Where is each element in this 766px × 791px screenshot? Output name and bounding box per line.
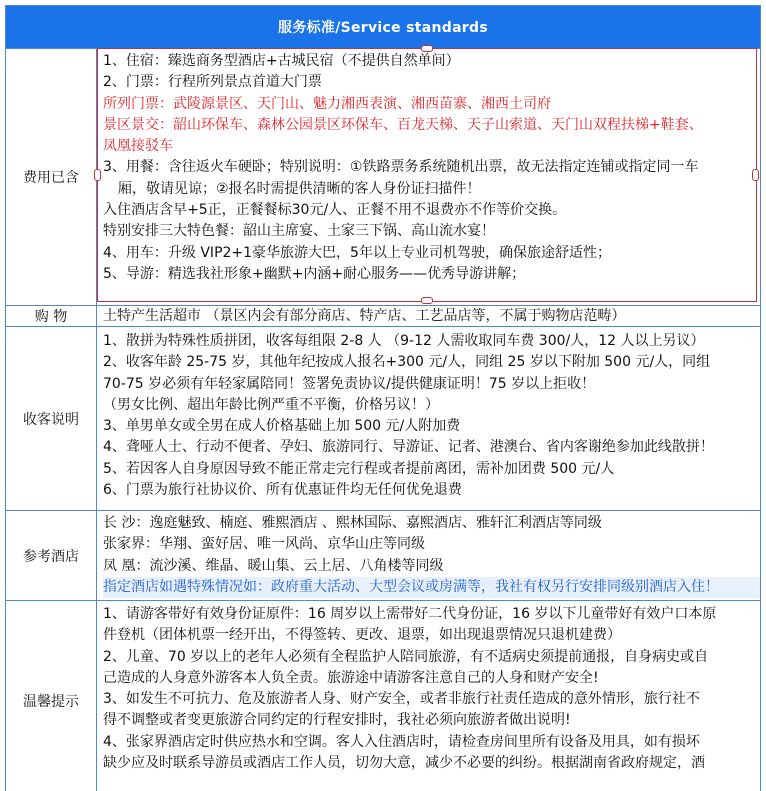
- row-label: [6, 49, 97, 305]
- guests-line: 6、门票为旅行社协议价、所有优惠证件均无任何优免退费: [103, 482, 462, 499]
- row-guest-policy: [6, 327, 760, 511]
- row-reference-hotels: [6, 511, 760, 601]
- row-shopping: [6, 306, 760, 327]
- guests-line: 70-75 岁必须有年轻家属陪同！签署免责协议/提供健康证明！75 岁以上拒收！: [103, 375, 596, 392]
- hotels-content: [97, 511, 760, 600]
- row-fees-included: [6, 49, 760, 306]
- tips-line: 缺少应及时联系导游员或酒店工作人员，切勿大意，减少不必要的纠纷。根据湖南省政府规定，酒: [103, 755, 705, 772]
- hotels-line: 张家界：华翔、蛮好居、唯一风尚、京华山庄等同级: [103, 536, 425, 553]
- row-label: [6, 601, 97, 791]
- fees-line: 所列门票：武陵源景区、天门山、魅力湘西表演、湘西苗寨、湘西土司府: [103, 95, 551, 112]
- tips-line: 己造成的人身意外游客本人负全责。旅游途中请游客注意自己的人身和财产安全!: [103, 669, 599, 686]
- row-label: [6, 327, 97, 510]
- row-label-text: 参考酒店: [23, 548, 79, 565]
- guests-content: [97, 327, 760, 510]
- tips-line: 2、儿童、70 岁以上的老年人必须有全程监护人陪同旅游，有不适病史须提前通报，自身病史或自: [103, 648, 709, 665]
- row-tips: [6, 601, 760, 791]
- row-label-text: 收客说明: [23, 411, 79, 428]
- tips-content: [97, 601, 760, 791]
- service-standards-table: [5, 5, 761, 791]
- row-label-text: 温馨提示: [23, 694, 79, 710]
- resize-handle-right[interactable]: [752, 169, 759, 181]
- guests-line: 3、单男单女或全男在成人价格基础上加 500 元/人附加费: [103, 418, 461, 435]
- fees-line: 厢，敬请见谅；②报名时需提供清晰的客人身份证扫描件！: [118, 180, 481, 197]
- resize-handle-left[interactable]: [94, 169, 101, 181]
- fees-line: 3、用餐：含往返火车硬卧；特别说明：①铁路票务系统随机出票，故无法指定连铺或指定同一车: [103, 159, 699, 176]
- tips-line: 得不调整或者变更旅游合同约定的行程安排时，我社必须向旅游者做出说明!: [103, 712, 571, 729]
- fees-line: 4、用车：升级 VIP2+1豪华旅游大巴，5年以上专业司机驾驶，确保旅途舒适性；: [103, 244, 611, 261]
- guests-line: 4、聋哑人士、行动不便者、孕妇、旅游同行、导游证、记者、港澳台、省内客谢绝参加此线散拼！: [103, 439, 714, 456]
- fees-line: 特别安排三大特色餐：韶山主席宴、土家三下锅、高山流水宴！: [103, 223, 495, 240]
- guests-line: 1、散拼为特殊性质拼团，收客每组限 2-8 人 （9-12 人需收取同车费 300/人，12 人以上另议）: [103, 333, 705, 349]
- resize-handle-bottom[interactable]: [421, 297, 433, 304]
- guests-line: （男女比例、超出年龄比例严重不平衡，价格另议！）: [103, 396, 439, 413]
- fees-content[interactable]: [97, 49, 760, 305]
- resize-handle-top[interactable]: [421, 45, 433, 52]
- tips-line: 3、如发生不可抗力、危及旅游者人身、财产安全，或者非旅行社责任造成的意外情形，旅行社不: [103, 691, 700, 708]
- fees-line: 景区景交：韶山环保车、森林公园景区环保车、百龙天梯、天子山索道、天门山双程扶梯+鞋套、: [103, 116, 703, 133]
- guests-line: 5、若因客人自身原因导致不能正常走完行程或者提前离团，需补加团费 500 元/人: [103, 460, 615, 477]
- tips-line: 件登机（团体机票一经开出，不得签转、更改、退票，如出现退票情况只退机建费）: [103, 627, 621, 644]
- row-label-text: 费用已含: [23, 170, 79, 186]
- fees-line: 凤凰接驳车: [103, 138, 173, 155]
- tips-line: 4、张家界酒店定时供应热水和空调。客人入住酒店时，请检查房间里所有设备及用具，如有损坏: [103, 733, 700, 750]
- table-title: 服务标准/Service standards: [278, 20, 488, 36]
- fees-line: 2、门票：行程所列景点首道大门票: [103, 74, 322, 91]
- hotels-line: 长 沙：逸庭魅致、楠庭、雅熙酒店 、熙林国际、嘉熙酒店、雅轩汇利酒店等同级: [103, 515, 602, 531]
- hotels-line: 凤 凰：流沙溪、维晶、暖山集、云上居、八角楼等同级: [103, 557, 444, 574]
- hotels-notice-line: 指定酒店如遇特殊情况如：政府重大活动、大型会议或房满等，我社有权另行安排同级别酒店入住！: [103, 577, 760, 598]
- table-header: [6, 6, 760, 49]
- tips-line: 1、请游客带好有效身份证原件：16 周岁以上需带好二代身份证，16 岁以下儿童带好有效户口本原: [103, 606, 717, 622]
- shopping-line: 土特产生活超市 （景区内会有部分商店、特产店、工艺品店等，不属于购物店范畴）: [103, 308, 626, 324]
- shopping-content: [97, 306, 760, 326]
- row-label-text: 购 物: [34, 309, 68, 325]
- fees-line: 入住酒店含早+5正，正餐餐标30元/人、正餐不用不退费亦不作等价交换。: [103, 202, 567, 219]
- guests-line: 2、收客年龄 25-75 岁，其他年纪按成人报名+300 元/人，同组 25 岁以下附加 500 元/人，同组: [103, 354, 711, 371]
- fees-line: 5、导游：精选我社形象+幽默+内涵+耐心服务——优秀导游讲解；: [103, 265, 526, 282]
- fees-line: 1、住宿：臻选商务型酒店+古城民宿（不提供自然单间）: [103, 53, 460, 69]
- row-label: [6, 511, 97, 600]
- row-label: [6, 306, 97, 326]
